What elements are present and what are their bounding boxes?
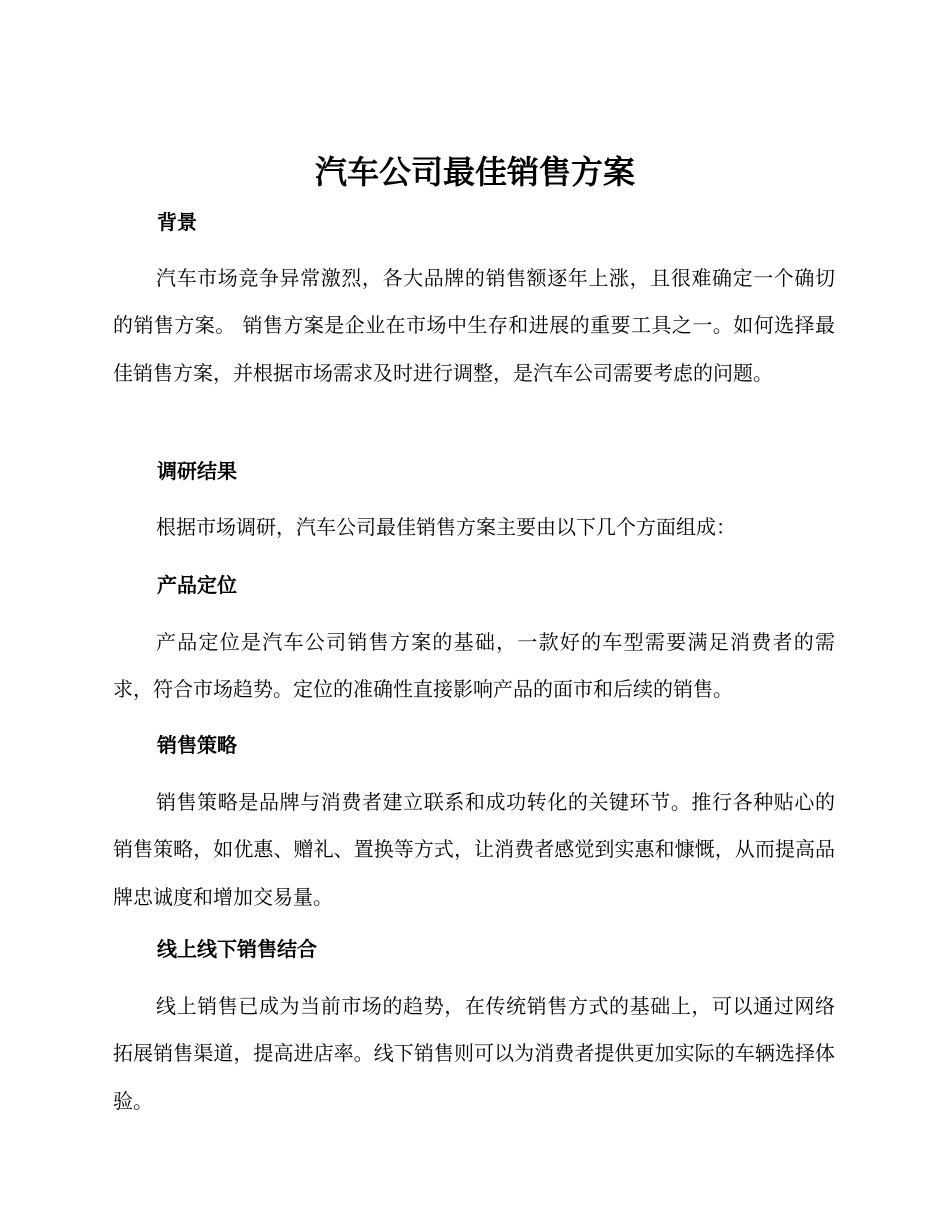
section-paragraph-research-results: 根据市场调研，汽车公司最佳销售方案主要由以下几个方面组成： — [156, 515, 736, 539]
section-heading-product-positioning: 产品定位 — [157, 573, 237, 597]
section-heading-sales-strategy: 销售策略 — [157, 733, 237, 757]
document-title: 汽车公司最佳销售方案 — [314, 153, 635, 191]
section-heading-research-results: 调研结果 — [157, 459, 237, 483]
section-paragraph-background: 汽车市场竞争异常激烈，各大品牌的销售额逐年上涨，且很难确定一个确切的销售方案。 销售方案是企业在市场中生存和进展的重要工具之一。如何选择最佳销售方案，并根据市场需求及时进行调整，是汽车公司需要考虑的问题。 — [113, 266, 835, 385]
section-paragraph-product-positioning: 产品定位是汽车公司销售方案的基础，一款好的车型需要满足消费者的需求，符合市场趋势。定位的准确性直接影响产品的面市和后续的销售。 — [113, 630, 835, 702]
section-paragraph-sales-strategy: 销售策略是品牌与消费者建立联系和成功转化的关键环节。推行各种贴心的销售策略，如优惠、赠礼、置换等方式，让消费者感觉到实惠和慷慨，从而提高品牌忠诚度和增加交易量。 — [113, 790, 835, 909]
section-paragraph-online-offline: 线上销售已成为当前市场的趋势，在传统销售方式的基础上，可以通过网络拓展销售渠道，提高进店率。线下销售则可以为消费者提供更加实际的车辆选择体验。 — [113, 994, 835, 1113]
section-heading-online-offline: 线上线下销售结合 — [157, 937, 317, 961]
section-heading-background: 背景 — [157, 210, 197, 234]
